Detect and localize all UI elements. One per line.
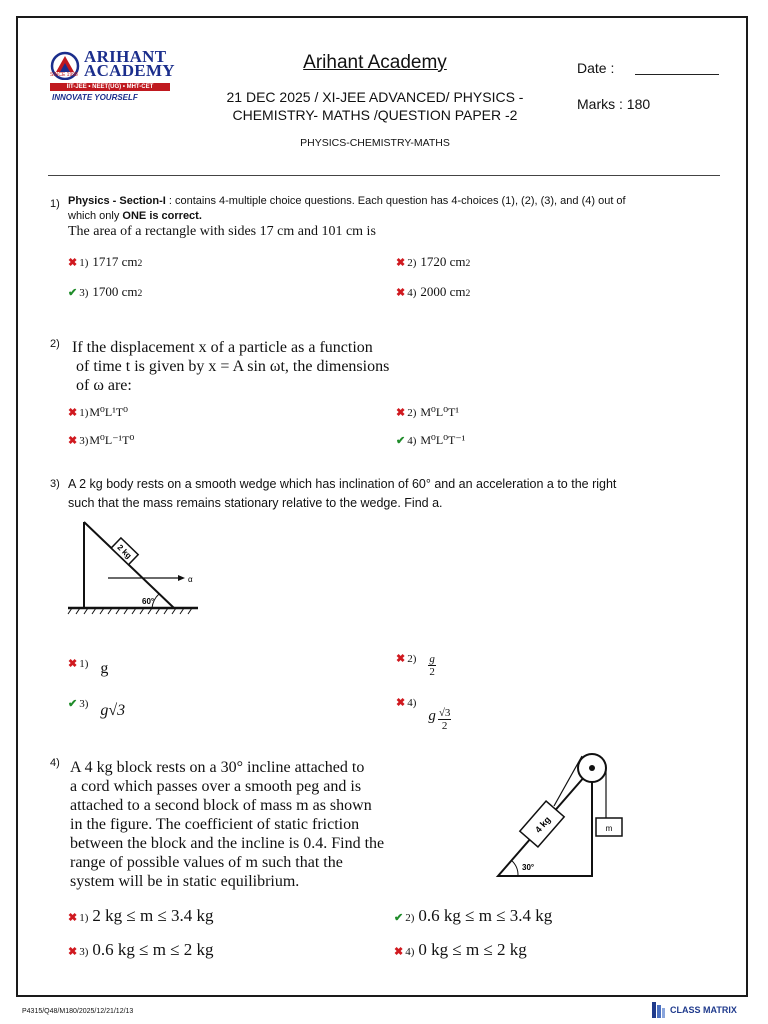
logo-since: SINCE 1998 — [50, 72, 78, 78]
header-divider — [48, 175, 720, 176]
incline-pulley-figure — [492, 748, 632, 882]
q3-option-4[interactable]: ✖ 4) g $\frac{√3}{2}$ — [396, 697, 451, 732]
wrong-mark-icon: ✖ — [396, 287, 406, 299]
q4-option-3[interactable]: ✖ 3) 0.6 kg ≤ m ≤ 2 kg — [68, 940, 214, 959]
option-fraction: $\frac{g}{2}$ — [429, 653, 435, 678]
logo-name-line1: ARIHANT — [84, 47, 167, 66]
option-text: 2000 cm — [420, 284, 466, 299]
q1-option-3[interactable]: ✔ 3) 1700 cm 2 — [68, 284, 143, 299]
option-text: M⁰L⁰T¹ — [420, 405, 459, 419]
subjects-label: PHYSICS-CHEMISTRY-MATHS — [300, 137, 450, 149]
q2-option-3[interactable]: ✖ 3) M⁰L⁻¹T⁰ — [68, 433, 135, 447]
arihant-logo — [48, 47, 175, 102]
wrong-mark-icon: ✖ — [68, 658, 78, 670]
option-text: 0.6 kg ≤ m ≤ 3.4 kg — [418, 906, 553, 925]
incline-angle-label: 30° — [522, 863, 535, 872]
section-desc: : contains 4-multiple choice questions. Each question has 4-choices (1), (2), (3), and (4) out of — [165, 195, 626, 207]
wedge-angle-label: 60° — [142, 597, 155, 606]
option-text: 1717 cm — [92, 254, 138, 269]
date-label: Date : — [577, 60, 615, 76]
marks-label: Marks : 180 — [577, 96, 651, 112]
question-1-text: The area of a rectangle with sides 17 cm and 101 cm is — [68, 224, 376, 239]
section-desc-line2: which only — [68, 210, 123, 222]
option-text: M⁰L¹T⁰ — [89, 405, 128, 419]
option-text: 0 kg ≤ m ≤ 2 kg — [418, 940, 527, 959]
option-text: g√3 — [100, 702, 126, 719]
question-1-number: 1) — [50, 198, 60, 210]
q2-option-4[interactable]: ✔ 4) M⁰L⁰T⁻¹ — [396, 433, 466, 447]
wrong-mark-icon: ✖ — [396, 697, 406, 709]
hanging-block-label: m — [605, 824, 613, 833]
wrong-mark-icon: ✖ — [396, 257, 406, 269]
subtitle-line1: 21 DEC 2025 / XI-JEE ADVANCED/ PHYSICS - — [226, 89, 524, 105]
wrong-mark-icon: ✖ — [396, 407, 406, 419]
accel-label: α — [188, 575, 193, 584]
brand-text: CLASS MATRIX — [670, 1005, 737, 1015]
q4-option-1[interactable]: ✖ 1) 2 kg ≤ m ≤ 3.4 kg — [68, 906, 214, 925]
logo-name-line2: ACADEMY — [84, 61, 175, 80]
option-text: 0.6 kg ≤ m ≤ 2 kg — [92, 940, 214, 959]
wedge-figure — [66, 518, 202, 620]
wrong-mark-icon: ✖ — [68, 946, 78, 958]
wrong-mark-icon: ✖ — [68, 435, 78, 447]
date-blank-line — [635, 74, 719, 75]
wedge-block-label: 2 kg — [115, 542, 134, 561]
exam-subtitle — [200, 88, 550, 124]
section-title: Physics - Section-I — [68, 195, 166, 207]
correct-mark-icon: ✔ — [68, 287, 78, 299]
q4-option-4[interactable]: ✖ 4) 0 kg ≤ m ≤ 2 kg — [394, 940, 527, 959]
question-3-text: A 2 kg body rests on a smooth wedge which has inclination of 60° and an acceleration a to the right such that the mass remains stationary relative to the wedge. Find a. — [68, 477, 617, 510]
option-text: 2 kg ≤ m ≤ 3.4 kg — [92, 906, 214, 925]
q2-option-2[interactable]: ✖ 2) M⁰L⁰T¹ — [396, 405, 459, 419]
option-text: M⁰L⁰T⁻¹ — [420, 433, 466, 447]
question-2-text: If the displacement x of a particle as a function of time t is given by x = A sin ωt, the dimensions of ω are: — [72, 339, 390, 394]
wrong-mark-icon: ✖ — [68, 257, 78, 269]
q2-option-1[interactable]: ✖ 1) M⁰L¹T⁰ — [68, 405, 128, 419]
option-fraction: $\frac{√3}{2}$ — [438, 707, 451, 732]
section-instructions — [68, 194, 708, 224]
q1-option-4[interactable]: ✖ 4) 2000 cm 2 — [396, 284, 471, 299]
subtitle-line2: CHEMISTRY- MATHS /QUESTION PAPER -2 — [232, 107, 518, 123]
q4-option-2[interactable]: ✔ 2) 0.6 kg ≤ m ≤ 3.4 kg — [394, 906, 553, 925]
correct-mark-icon: ✔ — [68, 698, 78, 710]
question-4-text: A 4 kg block rests on a 30° incline attached to a cord which passes over a smooth peg and is attached to a second block of mass m as shown in the figure. The coefficient of static friction between the block and the incline is 0.4. Find the range of possible values of m such that the system will be in static equilibrium. — [70, 759, 385, 890]
option-text: 1720 cm — [420, 254, 466, 269]
section-desc-bold: ONE is correct. — [122, 210, 202, 222]
option-text: 1700 cm — [92, 284, 138, 299]
option-text: g — [100, 660, 109, 677]
incline-block-label: 4 kg — [533, 814, 553, 835]
class-matrix-logo-icon — [650, 1000, 666, 1020]
q1-option-1[interactable]: ✖ 1) 1717 cm 2 — [68, 254, 143, 269]
question-3-number: 3) — [50, 478, 60, 490]
logo-band: IIT-JEE • NEET(UG) • MHT-CET — [50, 83, 170, 91]
question-4-number: 4) — [50, 757, 60, 769]
q3-option-2[interactable]: ✖ 2) $\frac{g}{2}$ — [396, 653, 435, 678]
wrong-mark-icon: ✖ — [68, 407, 78, 419]
correct-mark-icon: ✔ — [396, 435, 406, 447]
q3-option-3[interactable]: ✔ 3) g√3 — [68, 698, 126, 719]
correct-mark-icon: ✔ — [394, 912, 404, 924]
footer-code: P4315/Q48/M180/2025/12/21/12/13 — [22, 1008, 134, 1015]
wrong-mark-icon: ✖ — [68, 912, 78, 924]
q3-option-1[interactable]: ✖ 1) g — [68, 658, 109, 677]
class-matrix-brand — [650, 1000, 737, 1020]
page-title: Arihant Academy — [303, 52, 447, 73]
wrong-mark-icon: ✖ — [396, 653, 406, 665]
question-2-number: 2) — [50, 338, 60, 350]
option-text: M⁰L⁻¹T⁰ — [89, 433, 135, 447]
wrong-mark-icon: ✖ — [394, 946, 404, 958]
q1-option-2[interactable]: ✖ 2) 1720 cm 2 — [396, 254, 471, 269]
logo-tagline: INNOVATE YOURSELF — [52, 93, 138, 102]
